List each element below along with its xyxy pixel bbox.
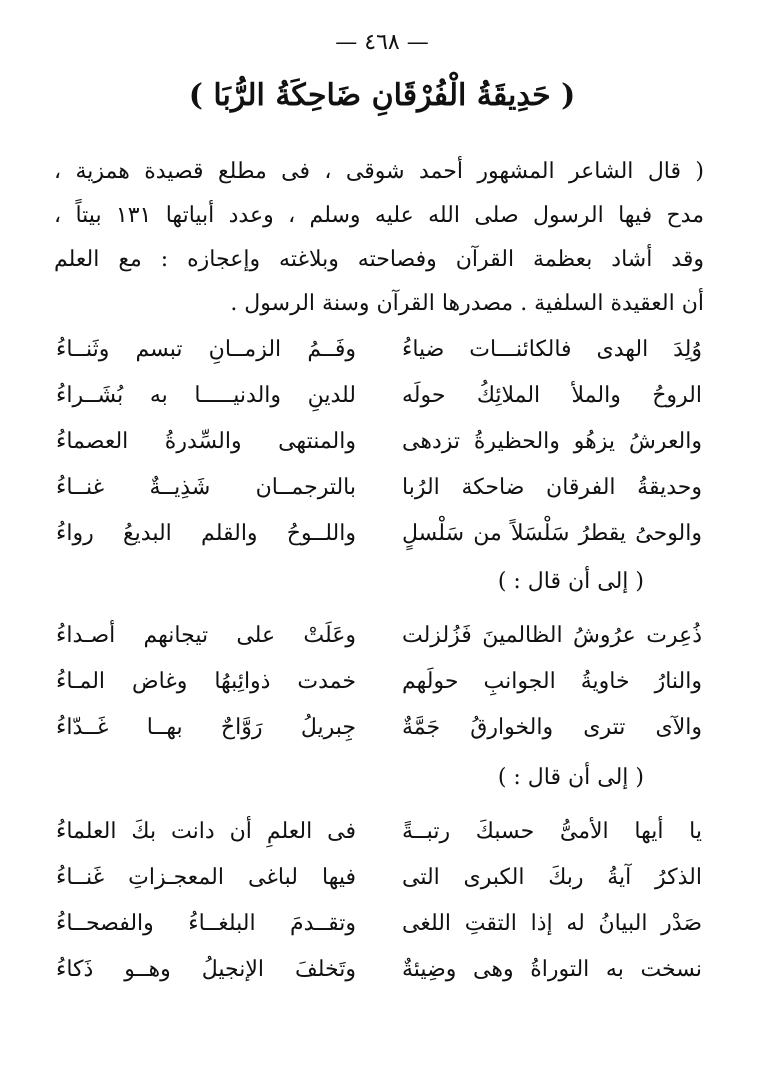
verse-second-hemistich: والمنتهى والسِّدرةُ العصماءُ — [56, 429, 356, 454]
intro-line: ( قال الشاعر المشهور أحمد شوقى ، فى مطلع قصيدة همزية ، — [54, 159, 704, 184]
verse-line — [56, 658, 702, 706]
verse-second-hemistich: جِبريلُ رَوَّاحٌ بهــا غَــدّاءُ — [56, 715, 356, 740]
verse-second-hemistich: خمدت ذوائِبهُا وغاض المـاءُ — [56, 669, 356, 694]
verse-second-hemistich: واللــوحُ والقلم البديعُ رواءُ — [56, 521, 356, 546]
verse-first-hemistich: والآى تترى والخوارقُ جَمَّةٌ — [402, 715, 702, 740]
verse-second-hemistich: للدينِ والدنيـــــا به بُشَــراءُ — [56, 383, 356, 408]
verse-second-hemistich: وتَخلفَ الإنجيلُ وهــو ذَكاءُ — [56, 957, 356, 982]
verse-second-hemistich: بالترجمــان شَذِيــةٌ غنــاءُ — [56, 475, 356, 500]
verse-second-hemistich: وتقــدمَ البلغــاءُ والفصحــاءُ — [56, 911, 356, 936]
transition-note: ( إلى أن قال : ) — [497, 569, 644, 594]
intro-line: مدح فيها الرسول صلى الله عليه وسلم ، وعدد أبياتها ١٣١ بيتاً ، — [54, 203, 704, 228]
verse-first-hemistich: صَدْر البيانُ له إذا التقتِ اللغى — [402, 911, 702, 936]
verse-second-hemistich: وفَــمُ الزمــانِ تبسم وثَنــاءُ — [56, 337, 356, 362]
verse-first-hemistich: يا أيها الأمىُّ حسبكَ رتبــةً — [402, 819, 702, 844]
verse-second-hemistich: فى العلمِ أن دانت بكَ العلماءُ — [56, 819, 356, 844]
transition-note: ( إلى أن قال : ) — [497, 765, 644, 790]
intro-line: أن العقيدة السلفية . مصدرها القرآن وسنة الرسول . — [230, 291, 704, 316]
verse-first-hemistich: وحديقةُ الفرقان ضاحكة الرُبا — [402, 475, 702, 500]
intro-line: وقد أشاد بعظمة القرآن وفصاحته وبلاغته وإعجازه : مع العلم — [54, 247, 704, 272]
verse-second-hemistich: فيها لباغى المعجـزاتِ غَنــاءُ — [56, 865, 356, 890]
verse-first-hemistich: والنارُ خاويةُ الجوانبِ حولَهم — [402, 669, 702, 694]
verse-first-hemistich: ذُعِرت عرُوشُ الظالمينَ فَزُلزلت — [402, 623, 702, 648]
verse-line — [56, 372, 702, 420]
verse-first-hemistich: والعرشُ يزهُو والحظيرةُ تزدهى — [402, 429, 702, 454]
verse-first-hemistich: وُلِدَ الهدى فالكائنـــات ضياءُ — [402, 337, 702, 362]
verse-line — [56, 704, 702, 752]
verse-first-hemistich: الروحُ والملأ الملائِكُ حولَه — [402, 383, 702, 408]
verse-line — [56, 418, 702, 466]
verse-line — [56, 808, 702, 856]
verse-first-hemistich: والوحىُ يقطرُ سَلْسَلاً من سَلْسلٍ — [402, 521, 702, 546]
intro-paragraph — [54, 150, 704, 326]
poem-title: ( حَدِيقَةُ الْفُرْقَانِ ضَاحِكَةُ الرُّبَا ) — [188, 78, 576, 113]
verse-second-hemistich: وعَلَتْ على تيجانهم أصـداءُ — [56, 623, 356, 648]
verse-line — [56, 612, 702, 660]
page-number: — ٤٦٨ — — [335, 30, 429, 55]
verse-first-hemistich: نسخت به التوراةُ وهى وضِيئةٌ — [402, 957, 702, 982]
verse-line — [56, 900, 702, 948]
verse-line — [56, 510, 702, 558]
verse-line — [56, 464, 702, 512]
verse-line — [56, 854, 702, 902]
verse-first-hemistich: الذكرُ آيةُ ربكَ الكبرى التى — [402, 865, 702, 890]
verse-line — [56, 946, 702, 994]
verse-line — [56, 326, 702, 374]
